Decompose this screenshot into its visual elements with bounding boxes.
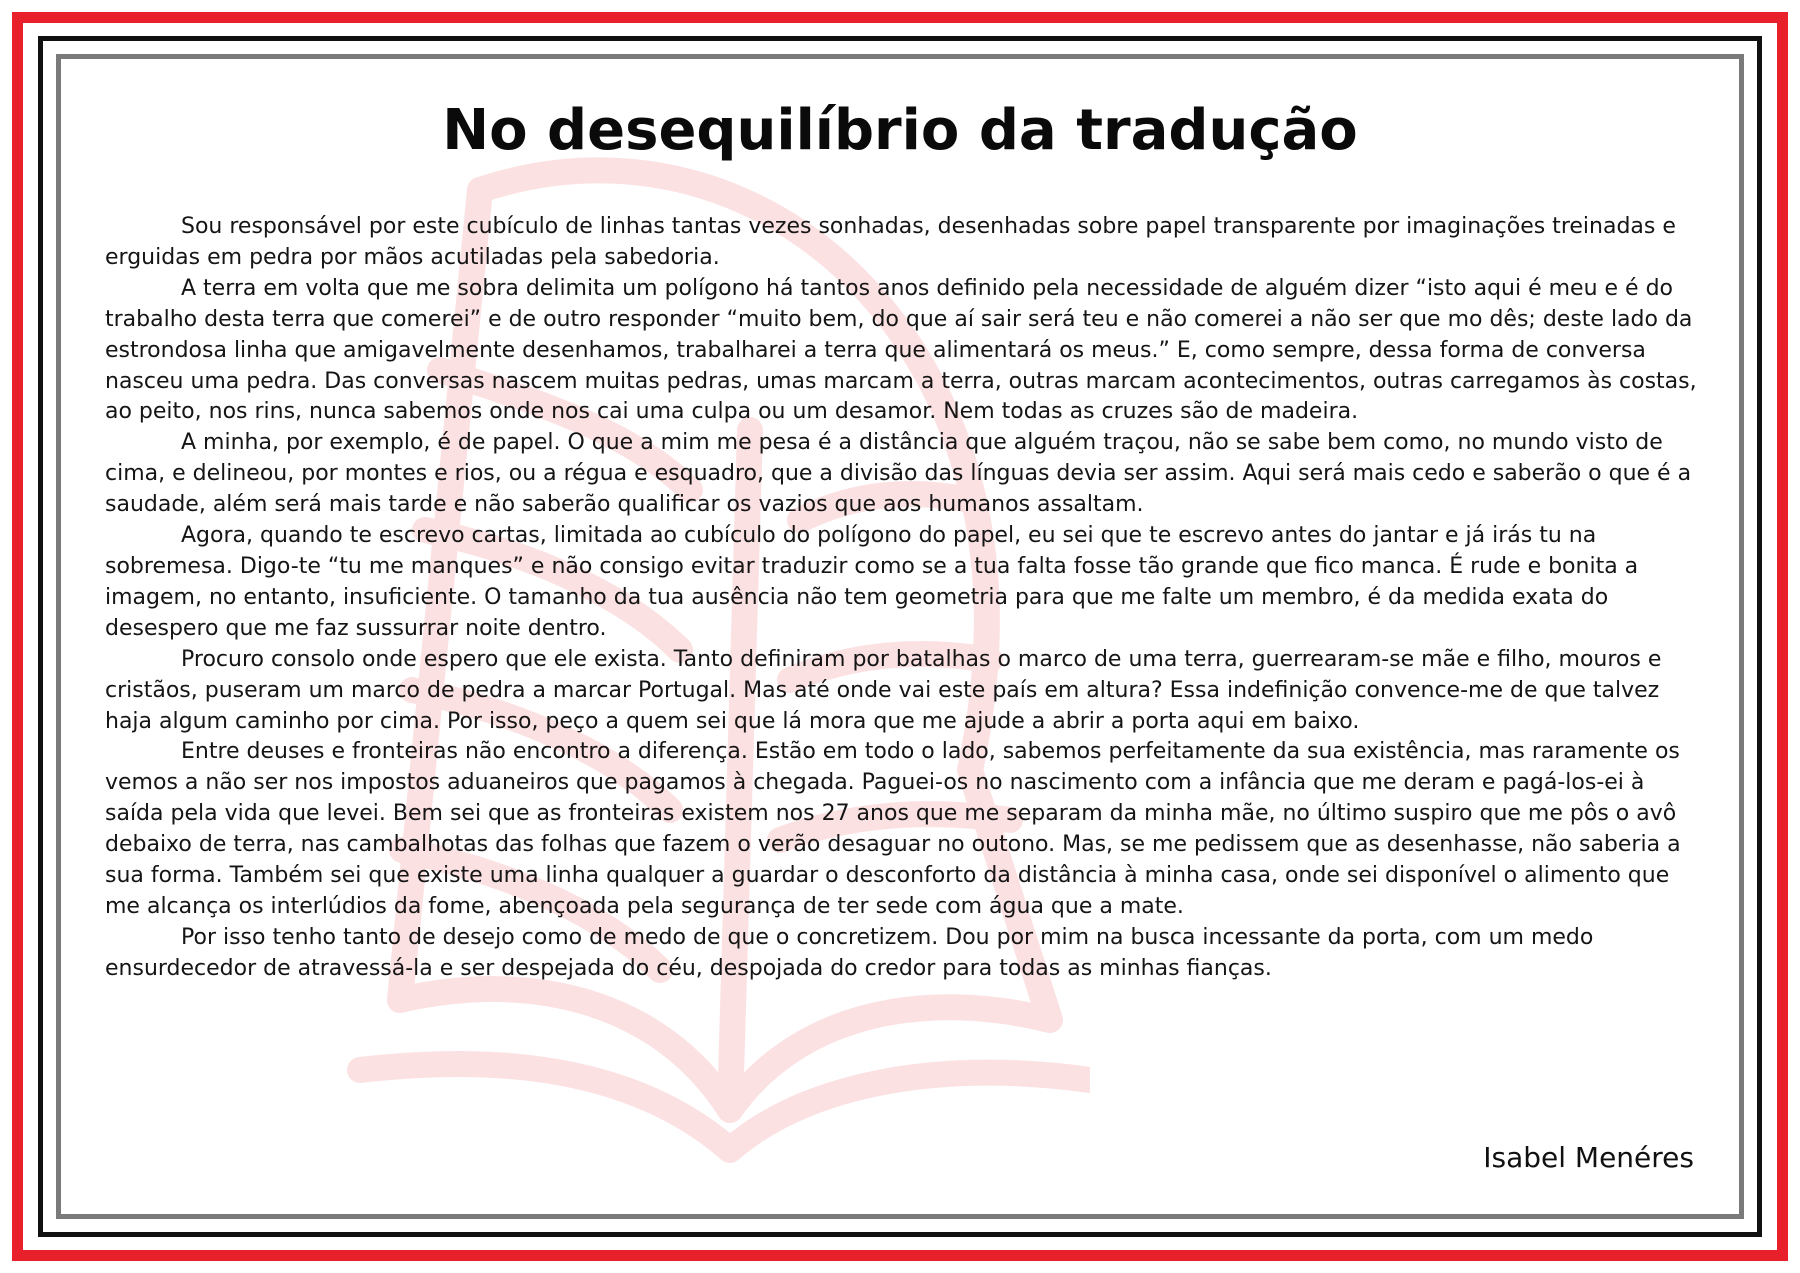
paragraph: Por isso tenho tanto de desejo como de medo de que o concretizem. Dou por mim na busca incessante da porta, com um medo ensurdecedor de atravessá-la e ser despejada do céu, despojada do credor para todas as minhas fianças. xyxy=(105,924,1594,981)
paragraph: Entre deuses e fronteiras não encontro a diferença. Estão em todo o lado, sabemos perfeitamente da sua existência, mas raramente os vemos a não ser nos impostos aduaneiros que pagamos à chegada. Paguei-os no nascimento com a infância que me deram e pagá-los-ei à saída pela vida que levei. Bem sei que as fronteiras existem nos 27 anos que me separam da minha mãe, no último suspiro que me pôs o avô debaixo de terra, nas cambalhotas das folhas que fazem o verão desaguar no outono. Mas, se me pedissem que as desenhasse, não saberia a sua forma. Também sei que existe uma linha qualquer a guardar o desconforto da distância à minha casa, onde sei disponível o alimento que me alcança os interlúdios da fome, abençoada pela segurança de ter sede com água que a mate. xyxy=(105,739,1681,919)
paragraph: Procuro consolo onde espero que ele exista. Tanto definiram por batalhas o marco de uma terra, guerrearam-se mãe e filho, mouros e cristãos, puseram um marco de pedra a marcar Portugal. Mas até onde vai este país em altura? Essa indefinição convence-me de que talvez haja algum caminho por cima. Por isso, peço a quem sei que lá mora que me ajude a abrir a porta aqui em baixo. xyxy=(105,646,1662,734)
paragraph: Sou responsável por este cubículo de linhas tantas vezes sonhadas, desenhadas sobre papel transparente por imaginações treinadas e erguidas em pedra por mãos acutiladas pela sabedoria. xyxy=(105,214,1676,270)
paragraph: Agora, quando te escrevo cartas, limitada ao cubículo do polígono do papel, eu sei que te escrevo antes do jantar e já irás tu na sobremesa. Digo-te “tu me manques” e não consigo evitar traduzir como se a tua falta fosse tão grande que fico manca. É rude e bonita a imagem, no entanto, insuficiente. O tamanho da tua ausência não tem geometria para que me falte um membro, é da medida exata do desespero que me faz sussurrar noite dentro. xyxy=(105,523,1639,641)
body-text xyxy=(105,212,1697,985)
document-title: No desequilíbrio da tradução xyxy=(442,98,1358,163)
author-signature: Isabel Menéres xyxy=(1483,1141,1694,1174)
paragraph: A minha, por exemplo, é de papel. O que a mim me pesa é a distância que alguém traçou, não se sabe bem como, no mundo visto de cima, e delineou, por montes e rios, ou a régua e esquadro, que a divisão das línguas devia ser assim. Aqui será mais cedo e saberão o que é a saudade, além será mais tarde e não saberão qualificar os vazios que aos humanos assaltam. xyxy=(105,430,1692,518)
paragraph: A terra em volta que me sobra delimita um polígono há tantos anos definido pela necessidade de alguém dizer “isto aqui é meu e é do trabalho desta terra que comerei” e de outro responder “muito bem, do que aí sair será teu e não comerei a não ser que mo dês; deste lado da estrondosa linha que amigavelmente desenhamos, trabalharei a terra que alimentará os meus.” E, como sempre, dessa forma de conversa nasceu uma pedra. Das conversas nascem muitas pedras, umas marcam a terra, outras marcam acontecimentos, outras carregamos às costas, ao peito, nos rins, nunca sabemos onde nos cai uma culpa ou um desamor. Nem todas as cruzes são de madeira. xyxy=(105,275,1697,425)
